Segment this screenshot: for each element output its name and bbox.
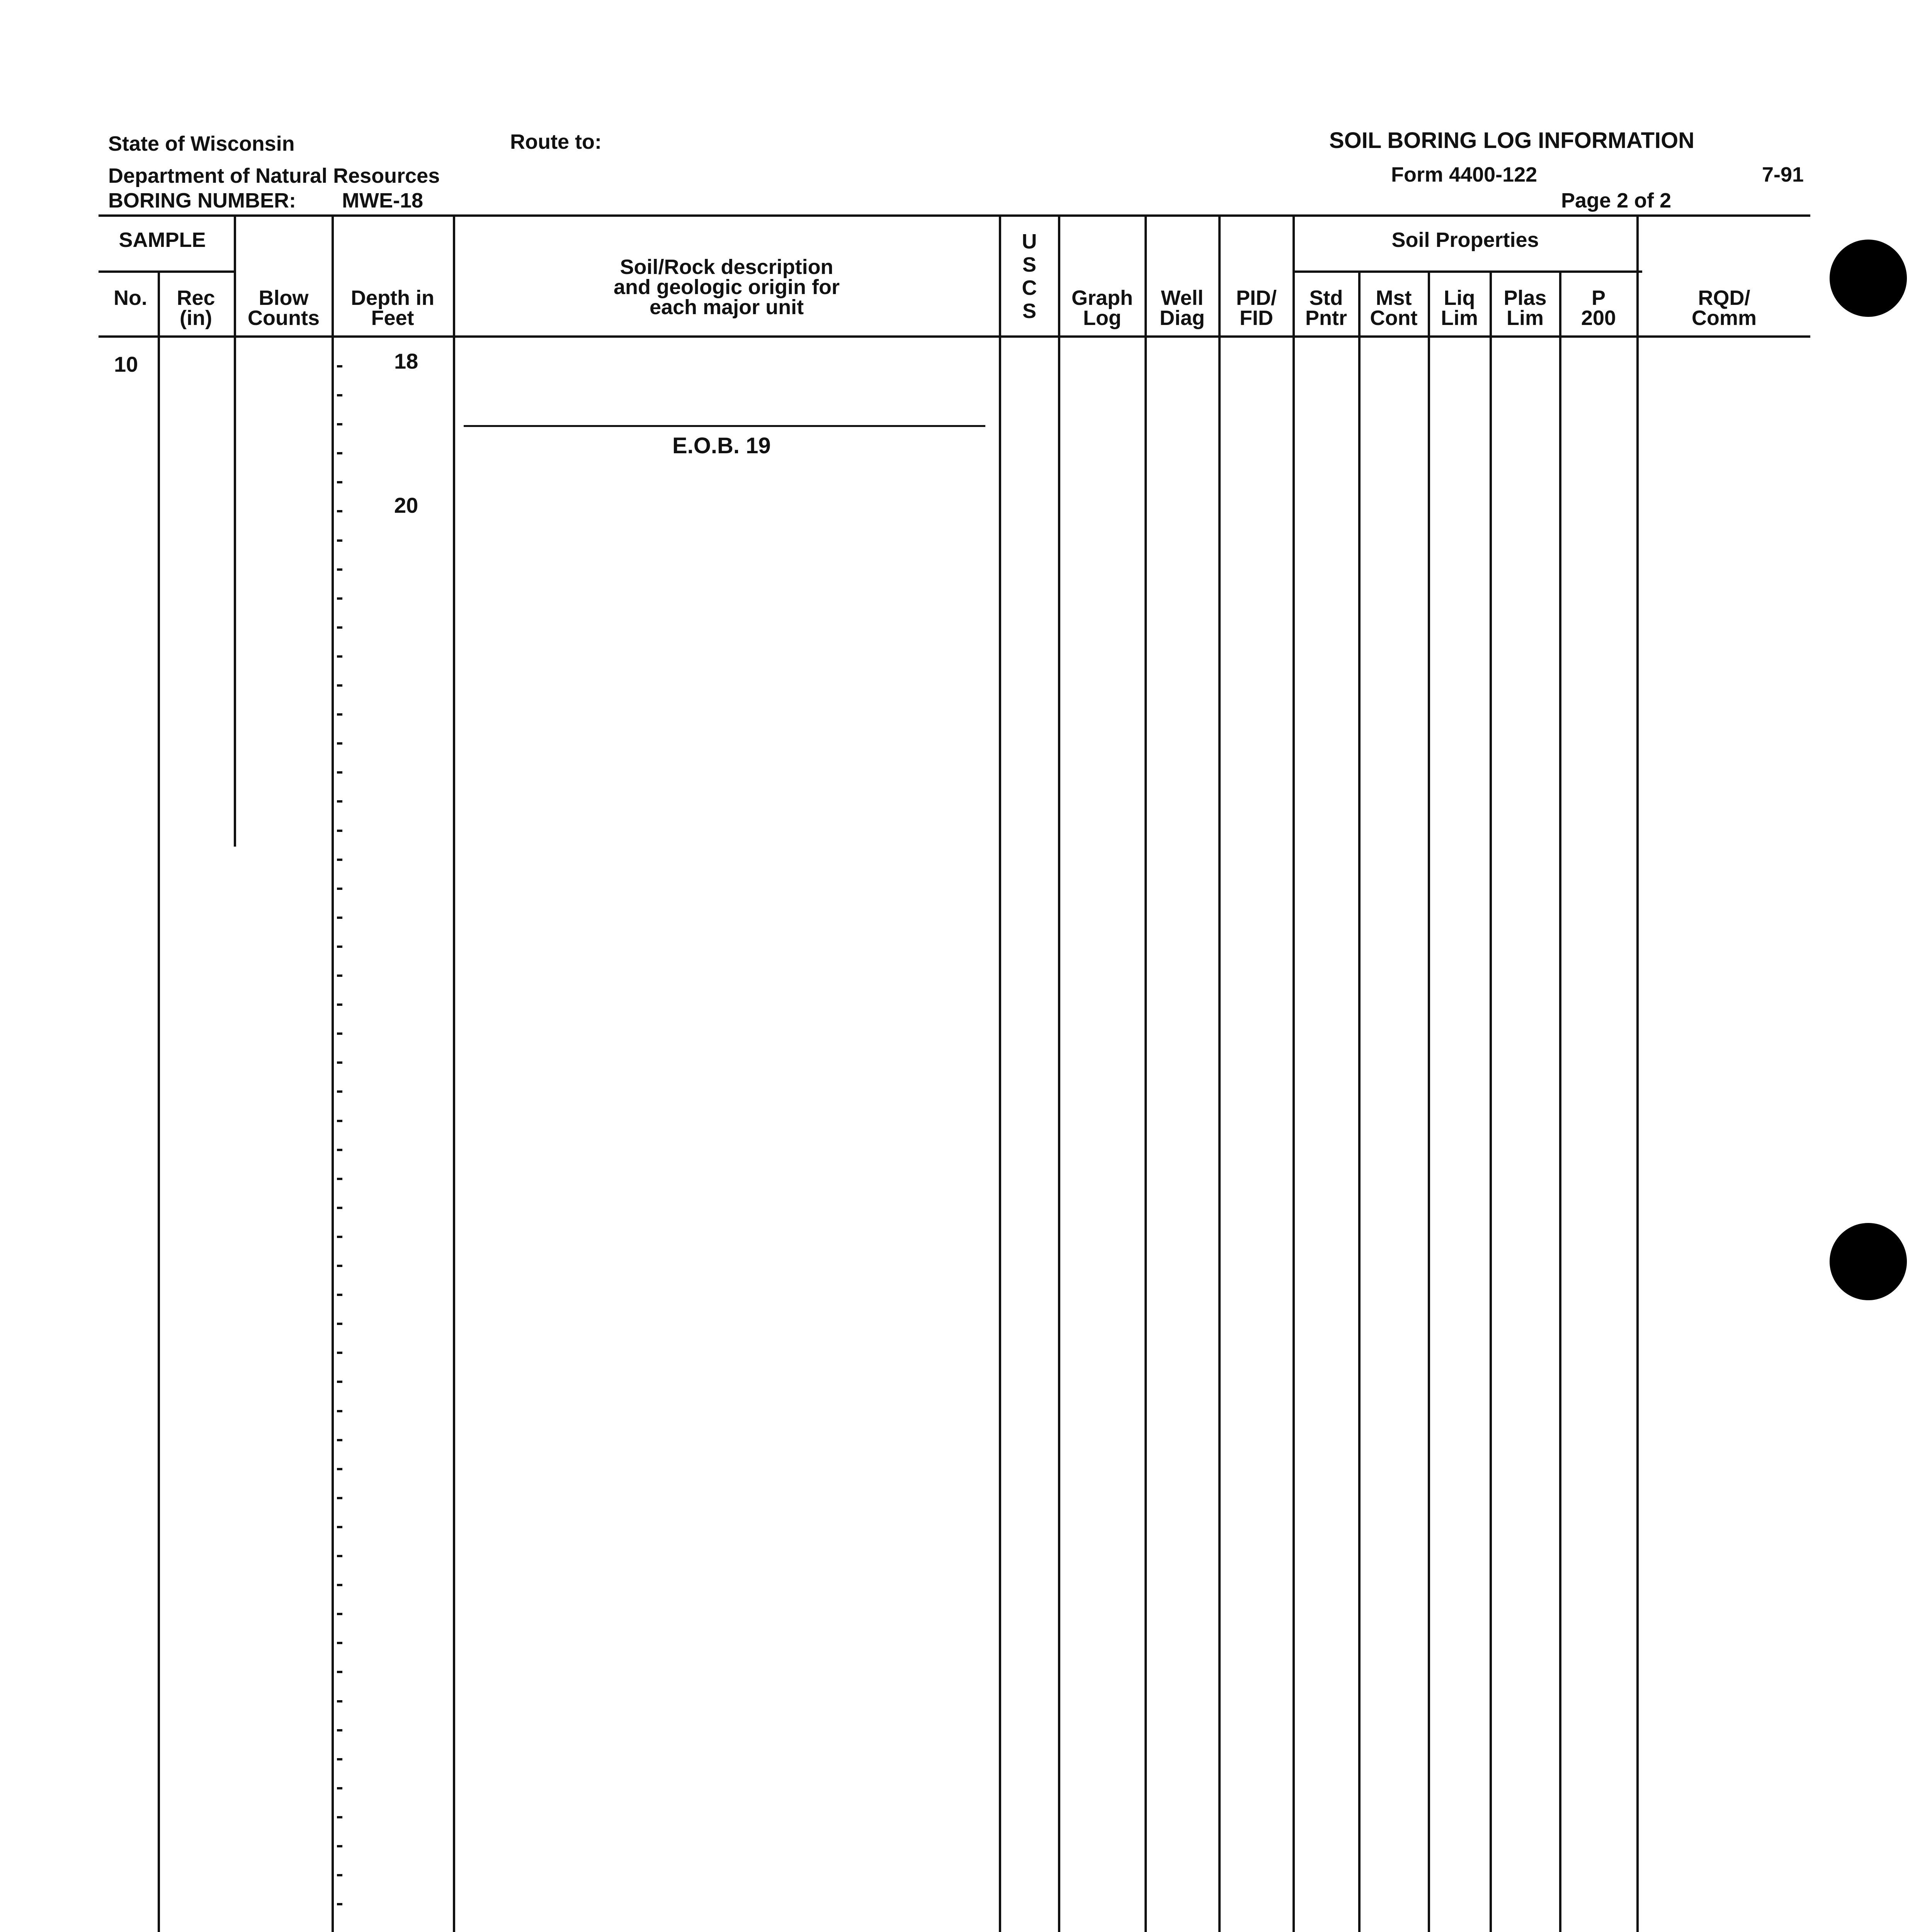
depth-tick bbox=[337, 539, 342, 542]
boring-number-label: BORING NUMBER: bbox=[108, 189, 296, 212]
depth-tick bbox=[337, 597, 342, 600]
depth-tick bbox=[337, 1439, 342, 1441]
depth-label-20: 20 bbox=[394, 493, 418, 517]
header-pid-fid: PID/ FID bbox=[1236, 286, 1277, 330]
header-rqd-comm: RQD/ Comm bbox=[1691, 286, 1757, 330]
depth-tick bbox=[337, 1816, 342, 1818]
depth-tick bbox=[337, 1845, 342, 1847]
depth-tick bbox=[337, 1758, 342, 1760]
depth-tick bbox=[337, 800, 342, 803]
header-rec: Rec (in) bbox=[177, 286, 215, 330]
header-liq-lim: Liq Lim bbox=[1440, 286, 1478, 330]
header-well-diag: Well Diag bbox=[1159, 286, 1205, 330]
depth-tick bbox=[337, 394, 342, 396]
depth-tick bbox=[337, 1178, 342, 1180]
depth-tick bbox=[337, 1555, 342, 1557]
depth-tick bbox=[337, 888, 342, 890]
depth-tick bbox=[337, 1874, 342, 1876]
col-divider-std bbox=[1358, 270, 1361, 1932]
form-title: SOIL BORING LOG INFORMATION bbox=[1329, 128, 1695, 153]
depth-tick bbox=[337, 1207, 342, 1209]
depth-tick bbox=[337, 655, 342, 658]
header-sample: SAMPLE bbox=[119, 228, 206, 252]
table-top-border bbox=[99, 214, 1810, 217]
depth-tick bbox=[337, 917, 342, 919]
department-label: Department of Natural Resources bbox=[108, 164, 440, 187]
header-blow-counts: Blow Counts bbox=[248, 286, 320, 330]
depth-tick bbox=[337, 626, 342, 629]
col-divider-mst bbox=[1428, 270, 1430, 1932]
header-uscs: U S C S bbox=[1022, 230, 1037, 323]
header-description: Soil/Rock description and geologic origin for each major unit bbox=[614, 255, 840, 319]
header-depth: Depth in Feet bbox=[351, 286, 434, 330]
depth-tick bbox=[337, 1903, 342, 1905]
col-divider-liq bbox=[1490, 270, 1492, 1932]
header-no: No. bbox=[114, 286, 147, 310]
depth-tick bbox=[337, 1584, 342, 1586]
depth-tick bbox=[337, 946, 342, 948]
form-number: Form 4400-122 bbox=[1391, 163, 1537, 186]
depth-tick bbox=[337, 1729, 342, 1731]
depth-tick bbox=[337, 365, 342, 367]
sample-divider bbox=[99, 270, 234, 273]
col-divider-no bbox=[158, 270, 160, 1932]
depth-tick bbox=[337, 830, 342, 832]
depth-tick bbox=[337, 1149, 342, 1151]
depth-tick bbox=[337, 1700, 342, 1702]
col-divider-well bbox=[1218, 214, 1221, 1932]
depth-tick bbox=[337, 1497, 342, 1499]
depth-tick bbox=[337, 1613, 342, 1615]
boring-number-value: MWE-18 bbox=[342, 189, 423, 212]
col-divider-uscs bbox=[1058, 214, 1060, 1932]
depth-tick bbox=[337, 713, 342, 716]
col-divider-graph bbox=[1145, 214, 1147, 1932]
depth-tick bbox=[337, 1236, 342, 1238]
col-divider-sample bbox=[234, 214, 236, 847]
sample-number: 10 bbox=[114, 352, 138, 376]
depth-tick bbox=[337, 1032, 342, 1035]
depth-tick bbox=[337, 1787, 342, 1789]
header-graph-log: Graph Log bbox=[1071, 286, 1133, 330]
depth-tick bbox=[337, 1323, 342, 1325]
route-to-label: Route to: bbox=[510, 130, 602, 153]
depth-tick bbox=[337, 742, 342, 745]
depth-tick bbox=[337, 684, 342, 687]
depth-tick bbox=[337, 1468, 342, 1470]
header-std-pntr: Std Pntr bbox=[1305, 286, 1347, 330]
header-bottom-border bbox=[99, 335, 1810, 338]
depth-tick bbox=[337, 1294, 342, 1296]
depth-tick bbox=[337, 1526, 342, 1528]
depth-tick bbox=[337, 510, 342, 512]
depth-tick bbox=[337, 1352, 342, 1354]
depth-tick bbox=[337, 481, 342, 483]
punch-hole-middle bbox=[1830, 1223, 1907, 1300]
header-p200: P 200 bbox=[1581, 286, 1616, 330]
depth-tick bbox=[337, 568, 342, 571]
header-plas-lim: Plas Lim bbox=[1503, 286, 1547, 330]
depth-tick bbox=[337, 1120, 342, 1122]
eob-line bbox=[464, 425, 985, 427]
header-mst-cont: Mst Cont bbox=[1370, 286, 1418, 330]
depth-tick bbox=[337, 1061, 342, 1064]
depth-tick bbox=[337, 859, 342, 861]
soil-properties-divider bbox=[1294, 270, 1642, 273]
col-divider-depth bbox=[453, 214, 455, 1932]
col-divider-pid bbox=[1293, 214, 1295, 1932]
depth-tick bbox=[337, 423, 342, 425]
depth-tick bbox=[337, 1265, 342, 1267]
depth-tick bbox=[337, 1671, 342, 1673]
depth-tick bbox=[337, 771, 342, 774]
punch-hole-top bbox=[1830, 240, 1907, 317]
form-revision: 7-91 bbox=[1762, 163, 1804, 186]
col-divider-desc bbox=[999, 214, 1001, 1932]
depth-tick bbox=[337, 975, 342, 977]
col-divider-plas bbox=[1559, 270, 1561, 1932]
end-of-boring-note: E.O.B. 19 bbox=[672, 433, 771, 458]
depth-tick bbox=[337, 1090, 342, 1093]
depth-tick bbox=[337, 1381, 342, 1383]
page-indicator: Page 2 of 2 bbox=[1561, 189, 1672, 212]
depth-tick bbox=[337, 452, 342, 454]
col-divider-blow bbox=[332, 214, 334, 1932]
depth-tick bbox=[337, 1410, 342, 1412]
header-soil-properties: Soil Properties bbox=[1391, 228, 1539, 252]
depth-tick bbox=[337, 1003, 342, 1006]
depth-tick bbox=[337, 1642, 342, 1644]
depth-label-18: 18 bbox=[394, 349, 418, 373]
col-divider-p200 bbox=[1636, 214, 1639, 1932]
state-label: State of Wisconsin bbox=[108, 132, 295, 155]
